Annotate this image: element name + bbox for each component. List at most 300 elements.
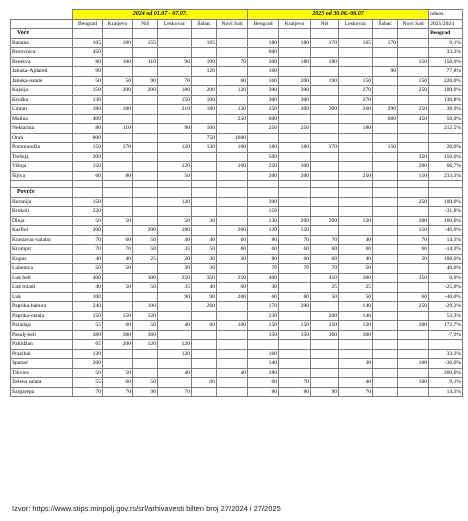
price-2025-cell [373,349,398,359]
price-2024-cell: 200 [103,340,133,350]
price-2024-cell: 120 [73,349,103,359]
price-2024-cell [133,264,158,274]
price-2025-cell [373,48,398,58]
blank-cell [339,188,373,198]
table-row [11,387,463,397]
index-cell: 14,3% [429,235,463,245]
price-2025-cell [339,207,373,217]
product-name: Borovnica [11,48,73,58]
blank-cell [192,181,217,188]
price-2024-cell [133,105,158,115]
price-2024-cell: 90 [158,292,192,302]
price-2025-cell [398,133,429,143]
price-2025-cell [311,359,339,369]
blank-cell [133,181,158,188]
index-cell: 40,0% [429,264,463,274]
index-cell: -40,0% [429,226,463,236]
index-sub-header [429,19,463,29]
index-cell: 77,8% [429,67,463,77]
price-2024-cell: 120 [217,86,248,96]
table-row [11,311,463,321]
price-2024-cell [192,162,217,172]
price-2024-cell: 30 [192,216,217,226]
price-2024-cell [133,124,158,134]
price-2024-cell: 40 [103,254,133,264]
price-2025-cell: 150 [398,171,429,181]
price-2025-cell: 400 [248,273,279,283]
table-row [11,321,463,331]
table-row [11,48,463,58]
price-2024-cell [103,67,133,77]
price-2024-cell: 25 [133,254,158,264]
price-2024-cell: 70 [217,57,248,67]
price-2024-cell: 80 [73,57,103,67]
price-2025-cell [373,302,398,312]
price-2024-cell: 50 [103,283,133,293]
price-2025-cell: 450 [311,273,339,283]
price-2025-cell [373,162,398,172]
price-2025-cell: 300 [279,95,311,105]
price-2025-cell: 60 [311,245,339,255]
price-2025-cell [311,226,339,236]
price-2024-cell [217,340,248,350]
price-2025-cell: 60 [279,245,311,255]
price-2024-cell: 40 [192,235,217,245]
price-2025-cell [373,207,398,217]
product-name: Paprika-babura [11,302,73,312]
price-2025-cell: 200 [279,302,311,312]
price-2025-cell [373,245,398,255]
index-cell: 53,3% [429,311,463,321]
price-2025-cell: 50 [339,292,373,302]
table-row [11,254,463,264]
table-row [11,171,463,181]
price-2025-cell: 70 [311,235,339,245]
index-cell: -29,2% [429,302,463,312]
price-2024-cell: 50 [133,283,158,293]
product-name: Pasulj-beli [11,330,73,340]
price-2024-cell [217,171,248,181]
price-2025-cell [373,283,398,293]
price-2025-cell: 180 [279,143,311,153]
city-2025-header: Beograd [248,19,279,29]
price-2024-cell: 90 [158,124,192,134]
price-2025-cell: 150 [248,207,279,217]
price-2024-cell [133,67,158,77]
price-2024-cell: 40 [73,254,103,264]
price-2025-cell: 160 [248,349,279,359]
price-2025-cell [398,95,429,105]
blank-cell [398,181,429,188]
price-2025-cell: 30 [339,359,373,369]
price-2024-cell: 35 [158,283,192,293]
table-row [11,124,463,134]
price-2025-cell [373,330,398,340]
price-2024-cell [133,171,158,181]
index-cell: 172,7% [429,321,463,331]
price-2025-cell: 180 [279,57,311,67]
product-name: Šargarepa [11,387,73,397]
index-cell: 233,3% [429,171,463,181]
product-name: Patlidžan [11,340,73,350]
period-2024-header: 2024 od 01.07 - 07.07. [73,10,248,20]
price-2024-cell: 50 [103,76,133,86]
price-2024-cell: 360 [133,330,158,340]
table-row [11,349,463,359]
price-2024-cell [158,359,192,369]
blank-cell [339,181,373,188]
price-2024-cell: 165 [192,38,217,48]
price-2024-cell: 200 [133,86,158,96]
blank-cell [11,181,73,188]
price-2024-cell: 50 [158,171,192,181]
product-name: Jabuka-ostale [11,76,73,86]
price-2025-cell [311,95,339,105]
price-2024-cell [133,216,158,226]
price-2024-cell: 50 [73,368,103,378]
product-name: Višnja [11,162,73,172]
index-cell: 260,0% [429,368,463,378]
index-cell: 50,0% [429,114,463,124]
price-2024-cell: 50 [192,245,217,255]
city-2024-header: Leskovac [158,19,192,29]
city-2025-header: Novi Sad [398,19,429,29]
price-2024-cell: 180 [103,105,133,115]
index-cell: -40,0% [429,292,463,302]
price-2024-cell: 60 [217,76,248,86]
price-2024-cell [133,143,158,153]
price-2024-cell [217,38,248,48]
price-2025-cell: 70 [339,387,373,397]
price-2025-cell: 170 [248,302,279,312]
index-cell: 38,9% [429,105,463,115]
price-2024-cell [103,114,133,124]
index-cell: 14,3% [429,387,463,397]
price-2025-cell [398,38,429,48]
price-2025-cell: 300 [248,86,279,96]
price-2024-cell: 150 [73,143,103,153]
price-2025-cell: 160 [248,67,279,77]
product-name: Luk beli [11,273,73,283]
product-name: Kajsija [11,86,73,96]
product-name: Krompir [11,245,73,255]
price-2025-cell: 150 [339,76,373,86]
price-2024-cell [217,349,248,359]
city-2025-header: Kraljevo [279,19,311,29]
price-2025-cell: 30 [248,283,279,293]
blank-cell [373,188,398,198]
price-2025-cell [311,124,339,134]
price-2025-cell: 300 [339,330,373,340]
price-2024-cell: 100 [217,321,248,331]
table-row [11,226,463,236]
blank-cell [158,188,192,198]
product-name: Karfiol [11,226,73,236]
blank-cell [279,29,311,39]
price-2025-cell [373,273,398,283]
price-2024-cell: 90 [133,76,158,86]
product-name: Jabuka-Ajdared [11,67,73,77]
city-2024-header: Šabac [192,19,217,29]
price-2024-cell [192,349,217,359]
table-row [11,162,463,172]
price-2024-cell [217,67,248,77]
price-2025-cell [373,76,398,86]
price-2025-cell [339,57,373,67]
price-2025-cell: 250 [398,197,429,207]
price-2024-cell [103,349,133,359]
price-2024-cell [158,38,192,48]
price-2025-cell: 250 [279,124,311,134]
blank-cell [339,29,373,39]
price-2025-cell [339,133,373,143]
price-2024-cell [133,162,158,172]
price-2025-cell: 250 [248,162,279,172]
product-name: Limun [11,105,73,115]
price-2025-cell: 70 [398,235,429,245]
corner-cell [11,10,73,20]
price-2025-cell: 300 [311,105,339,115]
price-2024-cell: 50 [103,216,133,226]
price-2025-cell [339,226,373,236]
price-2024-cell [158,330,192,340]
table-row [11,133,463,143]
table-row [11,105,463,115]
price-2024-cell: 60 [103,378,133,388]
price-2025-cell: 600 [248,114,279,124]
price-2024-cell [133,207,158,217]
price-2024-cell [158,67,192,77]
price-2024-cell [192,48,217,58]
price-2025-cell [279,311,311,321]
price-2025-cell: 290 [373,105,398,115]
city-2025-header: Niš [311,19,339,29]
blank-cell [311,29,339,39]
price-2024-cell: 70 [103,387,133,397]
product-name: Dinja [11,216,73,226]
product-name: Banana [11,38,73,48]
price-2025-cell [311,162,339,172]
price-2024-cell: 65 [73,340,103,350]
index-cell: 150,0% [429,57,463,67]
price-2024-cell: 180 [192,105,217,115]
price-2025-cell [311,114,339,124]
price-2024-cell: 120 [133,311,158,321]
price-2025-cell [373,86,398,96]
price-2025-cell [279,197,311,207]
index-cell: 9,1% [429,38,463,48]
price-2025-cell [398,124,429,134]
blank-cell [429,181,463,188]
price-2024-cell: 165 [73,38,103,48]
price-2025-cell [373,57,398,67]
index-cell: 212,5% [429,124,463,134]
price-2024-cell [217,359,248,369]
price-2025-cell [248,340,279,350]
index-cell: 220,0% [429,76,463,86]
price-2024-cell: 120 [158,143,192,153]
table-row [11,67,463,77]
blank-cell [398,29,429,39]
price-2024-cell: 60 [103,321,133,331]
price-2024-cell: 50 [73,76,103,86]
price-2024-cell: 130 [217,105,248,115]
price-2024-cell: 240 [73,302,103,312]
price-2025-cell: 250 [339,171,373,181]
price-2025-cell: 160 [248,76,279,86]
price-2025-cell [398,143,429,153]
price-2025-cell [311,152,339,162]
price-2025-cell: 170 [373,38,398,48]
price-2025-cell [279,48,311,58]
price-2024-cell: 60 [103,235,133,245]
price-2024-cell [103,95,133,105]
price-2025-cell [373,197,398,207]
blank-cell [103,188,133,198]
blank-cell [133,188,158,198]
price-2024-cell: 130 [73,95,103,105]
price-2024-cell [217,378,248,388]
price-2025-cell [339,162,373,172]
blank-cell [192,188,217,198]
price-2024-cell [133,359,158,369]
blank-cell [133,29,158,39]
table-row [11,273,463,283]
price-2025-cell [279,283,311,293]
price-2025-cell: 190 [311,76,339,86]
price-2025-cell: 70 [248,264,279,274]
blank-cell [73,188,103,198]
price-2025-cell: 200 [248,171,279,181]
price-2025-cell: 180 [279,38,311,48]
price-2024-cell: 50 [103,368,133,378]
product-name: Breskva [11,57,73,67]
price-2024-cell [133,292,158,302]
price-2025-cell [373,292,398,302]
product-name: Praziluk [11,349,73,359]
price-2025-cell: 250 [248,124,279,134]
price-2024-cell: 120 [158,340,192,350]
table-row [11,152,463,162]
price-2024-cell: 40 [158,235,192,245]
blank-cell [217,188,248,198]
product-name: Trešnja [11,152,73,162]
price-2024-cell: 90 [158,57,192,67]
price-2024-cell [217,152,248,162]
price-2024-cell [192,387,217,397]
price-2024-cell [192,171,217,181]
product-name: Orah [11,133,73,143]
price-2024-cell: 30 [158,264,192,274]
price-2024-cell: 120 [158,162,192,172]
price-2025-cell: 300 [279,162,311,172]
price-2024-cell: 40 [158,321,192,331]
price-2025-cell: 200 [398,216,429,226]
price-2024-cell: 100 [133,302,158,312]
price-2025-cell [398,264,429,274]
price-2024-cell: 180 [73,105,103,115]
price-2025-cell [339,340,373,350]
price-2024-cell: 200 [192,86,217,96]
price-2024-cell: 380 [103,330,133,340]
price-2025-cell [311,302,339,312]
price-2024-cell: 300 [133,273,158,283]
index-cell: -7,9% [429,330,463,340]
price-2024-cell: 155 [133,38,158,48]
product-column-header [11,19,73,29]
price-2025-cell: 70 [279,235,311,245]
index-cell: 33,3% [429,349,463,359]
price-2024-cell: 70 [103,245,133,255]
index-sub1-label: 2025/2024 [430,20,454,27]
price-2024-cell: 70 [158,76,192,86]
price-2025-cell [373,216,398,226]
price-2024-cell: 150 [158,95,192,105]
blank-cell [373,29,398,39]
price-2025-cell: 150 [248,321,279,331]
index-cell: 9,1% [429,378,463,388]
price-2024-cell: 200 [217,292,248,302]
price-2024-cell: 70 [158,387,192,397]
price-2025-cell: 270 [339,95,373,105]
price-2024-cell [158,207,192,217]
price-2025-cell [339,368,373,378]
price-2024-cell [103,207,133,217]
product-name: Brokoli [11,207,73,217]
price-2025-cell: 200 [311,311,339,321]
index-cell: 66,7% [429,162,463,172]
price-2025-cell [339,349,373,359]
price-2025-cell: 270 [339,86,373,96]
price-2024-cell: 120 [192,67,217,77]
price-2025-cell: 80 [279,387,311,397]
price-2025-cell [398,368,429,378]
section-title: Voće [11,29,73,39]
blank-cell [398,188,429,198]
price-2025-cell: 350 [279,330,311,340]
price-2024-cell: 250 [158,273,192,283]
table-row [11,38,463,48]
price-2024-cell: 130 [192,143,217,153]
price-2024-cell [192,359,217,369]
price-2024-cell [217,124,248,134]
price-2024-cell [158,152,192,162]
price-2025-cell: 60 [248,378,279,388]
price-2024-cell: 200 [73,152,103,162]
price-2025-cell: 350 [398,152,429,162]
period-2025-header: 2025 od 30.06.-06.07 [248,10,429,20]
price-2025-cell: 170 [311,143,339,153]
price-2024-cell: 30 [217,254,248,264]
price-2024-cell: 100 [217,162,248,172]
price-2024-cell: 110 [133,57,158,67]
index-cell: 130,8% [429,95,463,105]
price-2025-cell: 80 [248,254,279,264]
price-2024-cell [103,197,133,207]
city-2024-header: Novi Sad [217,19,248,29]
price-2024-cell: 60 [217,235,248,245]
price-2025-cell [373,95,398,105]
price-2024-cell [192,207,217,217]
table-row [11,95,463,105]
price-2024-cell [192,368,217,378]
table-row [11,207,463,217]
price-2024-cell: 40 [158,368,192,378]
price-2024-cell: 110 [103,124,133,134]
price-2024-cell: 400 [73,114,103,124]
price-2024-cell: 55 [73,321,103,331]
price-2025-cell [279,349,311,359]
